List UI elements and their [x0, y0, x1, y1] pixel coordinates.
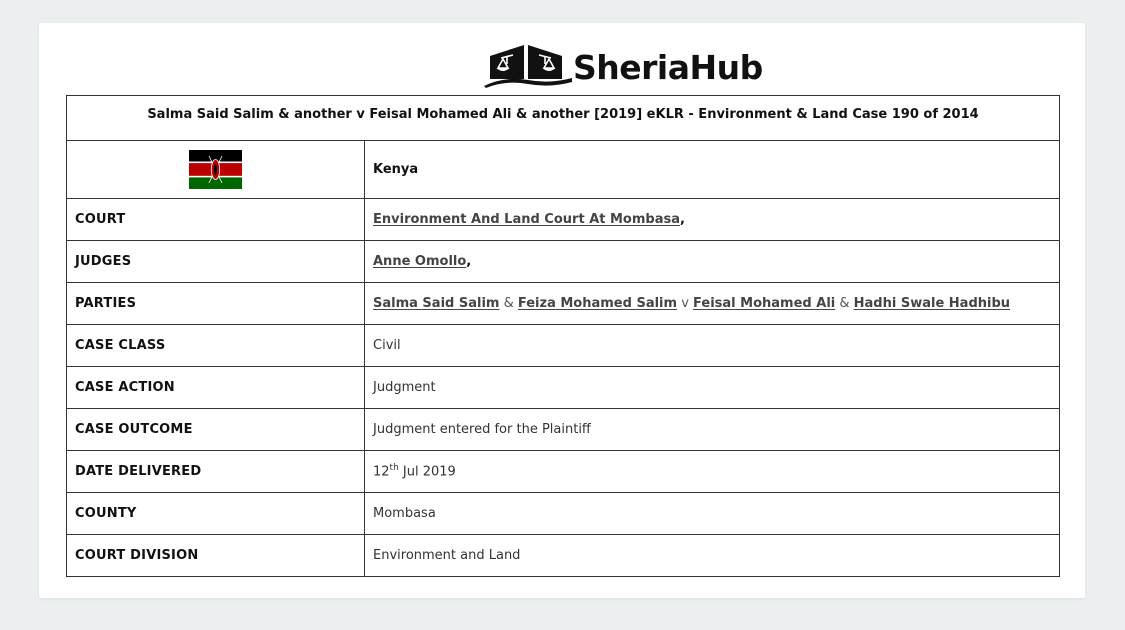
- country-name: Kenya: [365, 141, 1060, 199]
- flag-cell: [67, 141, 365, 199]
- party-link-plaintiff-1[interactable]: Salma Said Salim: [373, 296, 500, 311]
- case-class-label: CASE CLASS: [67, 325, 365, 367]
- case-action-label: CASE ACTION: [67, 367, 365, 409]
- judges-row: [67, 241, 1060, 283]
- date-delivered-label: DATE DELIVERED: [67, 451, 365, 493]
- sheriahub-logo[interactable]: [484, 41, 763, 89]
- county-label: COUNTY: [67, 493, 365, 535]
- date-month-year: Jul 2019: [402, 464, 456, 480]
- court-division-row: [67, 535, 1060, 577]
- scales-of-justice-building-icon: [484, 42, 572, 88]
- date-day: 12: [373, 464, 390, 480]
- date-ordinal: th: [389, 463, 399, 474]
- party-link-plaintiff-2[interactable]: Feiza Mohamed Salim: [517, 296, 678, 311]
- county-value: Mombasa: [365, 493, 1060, 535]
- case-action-row: [67, 367, 1060, 409]
- country-row: [67, 141, 1060, 199]
- parties-row: [67, 283, 1060, 325]
- case-outcome-label: CASE OUTCOME: [67, 409, 365, 451]
- judge-link[interactable]: Anne Omollo: [373, 254, 467, 269]
- judges-label: JUDGES: [67, 241, 365, 283]
- parties-label: PARTIES: [67, 283, 365, 325]
- parties-value: [365, 283, 1060, 325]
- case-outcome-row: [67, 409, 1060, 451]
- versus-separator: v: [681, 296, 689, 311]
- brand-name: SheriaHub: [573, 47, 763, 87]
- court-label: COURT: [67, 199, 365, 241]
- case-details-table: [66, 95, 1060, 577]
- court-link[interactable]: Environment And Land Court At Mombasa: [373, 212, 680, 227]
- title-row: [67, 96, 1060, 141]
- case-class-row: [67, 325, 1060, 367]
- case-card: [39, 23, 1085, 598]
- case-outcome-value: Judgment entered for the Plaintiff: [365, 409, 1060, 451]
- court-row: [67, 199, 1060, 241]
- party-separator: &: [503, 296, 514, 311]
- date-delivered-value: [365, 451, 1060, 493]
- court-separator: ,: [680, 212, 685, 227]
- court-division-label: COURT DIVISION: [67, 535, 365, 577]
- kenya-flag-icon: [189, 150, 242, 189]
- case-class-value: Civil: [365, 325, 1060, 367]
- party-link-defendant-1[interactable]: Feisal Mohamed Ali: [693, 296, 836, 311]
- party-separator: &: [839, 296, 850, 311]
- case-action-value: Judgment: [365, 367, 1060, 409]
- date-delivered-row: [67, 451, 1060, 493]
- case-title: Salma Said Salim & another v Feisal Mohamed Ali & another [2019] eKLR - Environment & Land Case 190 of 2014: [67, 96, 1060, 141]
- judges-value: [365, 241, 1060, 283]
- court-division-value: Environment and Land: [365, 535, 1060, 577]
- judges-separator: ,: [466, 254, 472, 269]
- county-row: [67, 493, 1060, 535]
- court-value: [365, 199, 1060, 241]
- party-link-defendant-2[interactable]: Hadhi Swale Hadhibu: [853, 296, 1011, 311]
